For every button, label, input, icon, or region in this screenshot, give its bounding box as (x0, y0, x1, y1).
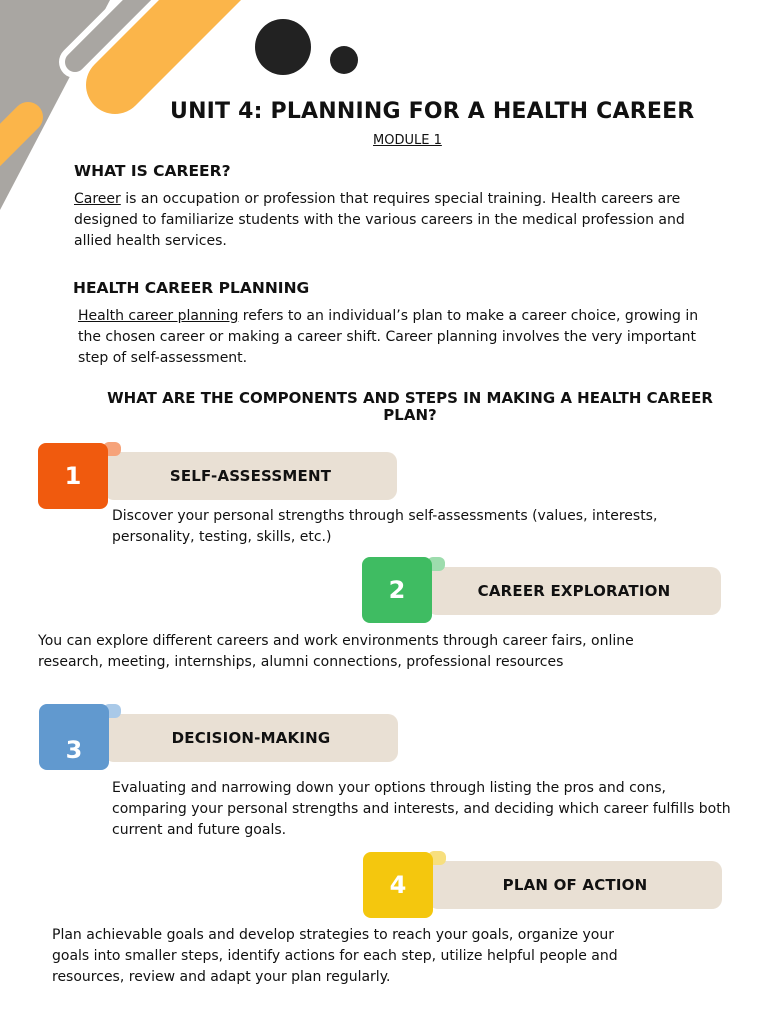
career-text: is an occupation or profession that requires special training. Health careers are designed to familiarize students with the various careers in the medical profession and allied health services. (74, 191, 685, 249)
step-3-description: Evaluating and narrowing down your options through listing the pros and cons, comparing your personal strengths and interests, and deciding which career fulfills both current and future goals. (112, 780, 731, 838)
page-title: UNIT 4: PLANNING FOR A HEALTH CAREER (170, 99, 695, 124)
planning-text: refers to an individual’s plan to make a career choice, growing in the chosen career or making a career shift. Career planning involves the very important step of self-assessment. (78, 308, 699, 366)
step-2-badge (362, 557, 432, 623)
step-4-label: PLAN OF ACTION (502, 876, 648, 894)
large-dot (255, 19, 311, 75)
step-1-label: SELF-ASSESSMENT (169, 467, 332, 485)
planning-term: Health career planning (78, 308, 239, 324)
step-3-badge (39, 704, 109, 770)
career-heading: WHAT IS CAREER? (74, 162, 231, 180)
career-term: Career (74, 191, 121, 207)
planning-paragraph (78, 306, 718, 369)
step-4-number: 4 (389, 871, 407, 899)
career-paragraph (74, 189, 694, 252)
step-1-badge (38, 443, 108, 509)
step-3-label: DECISION-MAKING (171, 729, 331, 747)
step-2-description: You can explore different careers and work environments through career fairs, online research, meeting, internships, alumni connections, professional resources (38, 633, 634, 670)
step-1-description: Discover your personal strengths through self-assessments (values, interests, personality, testing, skills, etc.) (112, 508, 658, 545)
page-subtitle: MODULE 1 (373, 133, 442, 148)
step-1-label-pill (104, 452, 397, 500)
step-2-label: CAREER EXPLORATION (477, 582, 671, 600)
planning-heading: HEALTH CAREER PLANNING (73, 279, 310, 297)
step-3-number: 3 (65, 736, 83, 764)
small-dot (330, 46, 358, 74)
step-2-label-pill (427, 567, 721, 615)
step-4-badge (363, 852, 433, 918)
step-3-label-pill (104, 714, 398, 762)
step-4-description: Plan achievable goals and develop strategies to reach your goals, organize your goals into smaller steps, identify actions for each step, utilize helpful people and resources, review and adapt your plan regularly. (52, 927, 618, 985)
step-1-number: 1 (64, 462, 82, 490)
step-2-number: 2 (388, 576, 406, 604)
step-4-label-pill (428, 861, 722, 909)
components-question: WHAT ARE THE COMPONENTS AND STEPS IN MAKING A HEALTH CAREER PLAN? (107, 389, 713, 424)
